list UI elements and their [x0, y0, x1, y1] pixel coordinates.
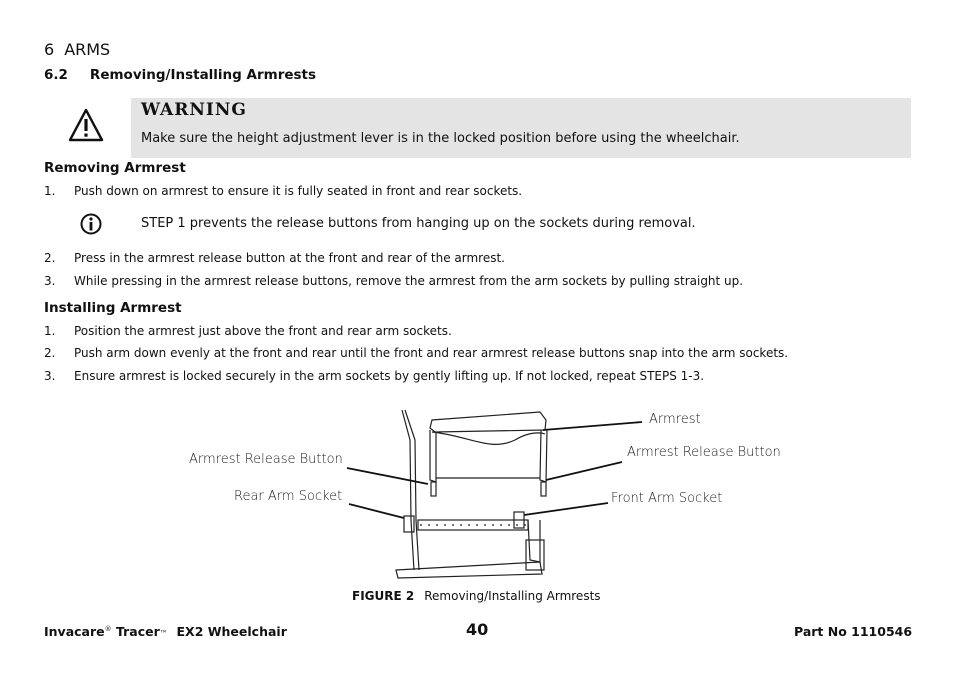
step-text: While pressing in the armrest release buttons, remove the armrest from the arm sockets by pulling straight up. [74, 274, 744, 288]
callout-release-right: Armrest Release Button [627, 445, 781, 460]
installing-heading: Installing Armrest [44, 300, 182, 316]
figure-label: FIGURE 2 [352, 589, 415, 603]
chapter-number: 6 [44, 40, 55, 59]
note-text: STEP 1 prevents the release buttons from hanging up on the sockets during removal. [141, 216, 696, 231]
step-text: Position the armrest just above the front and rear arm sockets. [74, 324, 452, 338]
section-number: 6.2 [44, 67, 68, 83]
chapter-title: ARMS [64, 40, 111, 59]
section-title: Removing/Installing Armrests [89, 67, 317, 83]
step-text: Push arm down evenly at the front and rear until the front and rear armrest release buttons snap into the arm sockets. [74, 346, 789, 360]
registered-mark: ® [104, 624, 112, 633]
page-number: 40 [466, 620, 489, 639]
figure-caption [352, 589, 601, 603]
figure-caption-text: Removing/Installing Armrests [424, 589, 601, 603]
trademark-mark: ™ [159, 629, 168, 638]
step-text: Press in the armrest release button at the front and rear of the armrest. [74, 251, 505, 265]
footer-model: EX2 Wheelchair [176, 624, 287, 639]
step-number: 1. [44, 324, 56, 338]
step-text: Ensure armrest is locked securely in the arm sockets by gently lifting up. If not locked, repeat STEPS 1-3. [74, 369, 705, 383]
warning-text: Make sure the height adjustment lever is in the locked position before using the wheelchair. [141, 131, 740, 146]
footer-part-number: Part No 1110546 [794, 624, 913, 639]
callout-release-left: Armrest Release Button [189, 452, 343, 467]
step-number: 3. [44, 369, 56, 383]
step-number: 3. [44, 274, 56, 288]
removing-heading: Removing Armrest [44, 160, 186, 176]
warning-title: WARNING [141, 100, 247, 120]
callout-armrest: Armrest [649, 412, 701, 427]
footer-product-name: Tracer [115, 624, 160, 639]
footer-brand: Invacare [44, 624, 105, 639]
step-text: Push down on armrest to ensure it is fully seated in front and rear sockets. [74, 184, 523, 198]
step-number: 2. [44, 251, 56, 265]
step-number: 2. [44, 346, 56, 360]
step-number: 1. [44, 184, 56, 198]
callout-rear-socket: Rear Arm Socket [234, 489, 343, 504]
callout-front-socket: Front Arm Socket [611, 491, 723, 506]
footer-product [44, 624, 287, 639]
